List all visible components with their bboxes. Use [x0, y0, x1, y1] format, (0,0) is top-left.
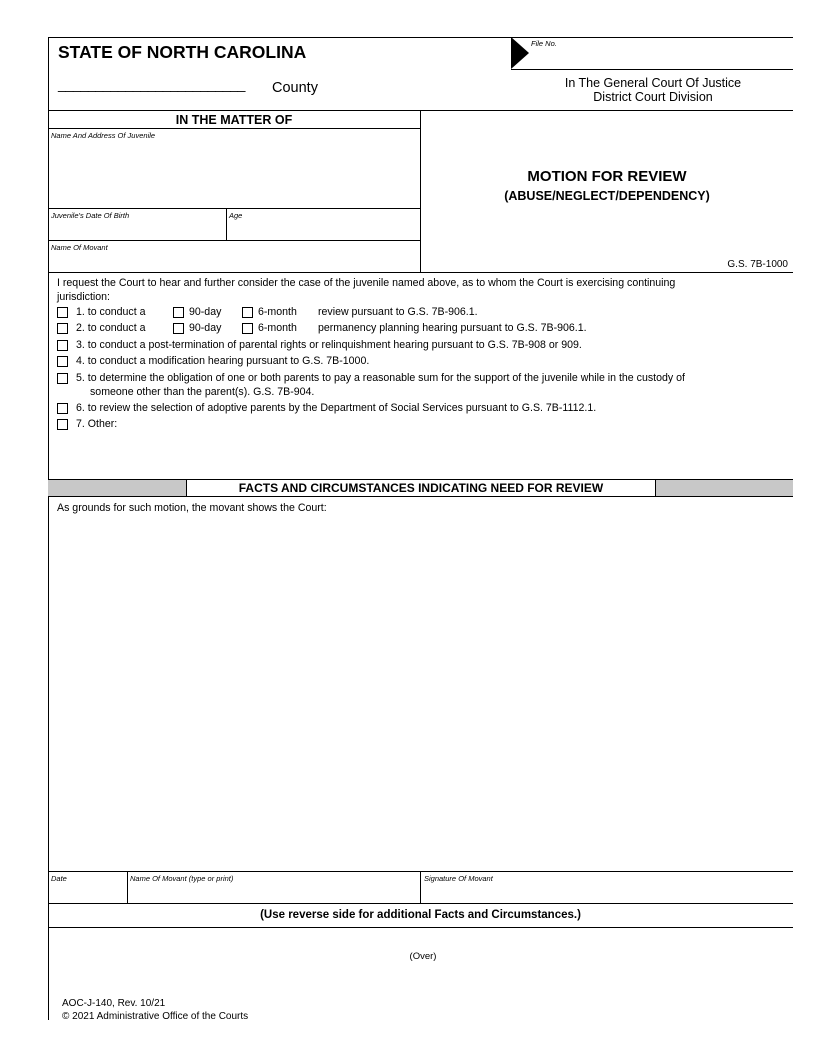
- movant-top-line: [48, 240, 420, 241]
- option-1-suffix: review pursuant to G.S. 7B-906.1.: [318, 306, 478, 318]
- form-subtitle: (ABUSE/NEGLECT/DEPENDENCY): [504, 189, 710, 203]
- court-line-1: In The General Court Of Justice: [564, 76, 742, 90]
- request-intro-line2: jurisdiction:: [57, 291, 110, 303]
- file-no-field[interactable]: [531, 48, 793, 68]
- state-title: STATE OF NORTH CAROLINA: [58, 42, 307, 62]
- dob-label: Juvenile's Date Of Birth: [51, 211, 130, 220]
- court-line-2: District Court Division: [593, 90, 713, 104]
- movant-field[interactable]: [50, 252, 418, 270]
- name-address-field[interactable]: [50, 141, 418, 207]
- option-1-90day-checkbox[interactable]: [173, 307, 184, 318]
- form-title: MOTION FOR REVIEW: [527, 168, 687, 185]
- name-address-label: Name And Address Of Juvenile: [51, 131, 156, 140]
- option-7-text: 7. Other:: [76, 418, 118, 430]
- county-blank[interactable]: _________________________: [58, 76, 246, 92]
- over-text: (Over): [409, 951, 437, 962]
- name-divider: [420, 871, 421, 903]
- option-2-6month-checkbox[interactable]: [242, 323, 253, 334]
- request-top-line: [48, 272, 793, 273]
- dob-top-line: [48, 208, 420, 209]
- option-5-checkbox[interactable]: [57, 373, 68, 384]
- request-intro-line1: I request the Court to hear and further consider the case of the juvenile named above, as to whom the Court is exercising continuing: [57, 277, 676, 289]
- signature-bottom-line: [48, 903, 793, 904]
- signature-label: Signature Of Movant: [424, 874, 493, 883]
- dob-age-divider: [226, 208, 227, 240]
- signature-field[interactable]: [424, 883, 790, 901]
- form-number: AOC-J-140, Rev. 10/21: [62, 998, 166, 1009]
- option-4-checkbox[interactable]: [57, 356, 68, 367]
- dob-field[interactable]: [50, 220, 224, 239]
- option-1-6month-checkbox[interactable]: [242, 307, 253, 318]
- date-label: Date: [51, 874, 67, 883]
- date-divider: [127, 871, 128, 903]
- file-no-label: File No.: [531, 39, 557, 48]
- option-6-checkbox[interactable]: [57, 403, 68, 414]
- file-no-underline: [511, 69, 793, 70]
- facts-intro: As grounds for such motion, the movant shows the Court:: [57, 502, 327, 514]
- statute-reference: G.S. 7B-1000: [727, 259, 788, 270]
- option-4-text: 4. to conduct a modification hearing pursuant to G.S. 7B-1000.: [76, 355, 370, 367]
- option-3-checkbox[interactable]: [57, 340, 68, 351]
- county-label: County: [272, 80, 318, 96]
- facts-header: FACTS AND CIRCUMSTANCES INDICATING NEED FOR REVIEW: [186, 479, 656, 497]
- top-border: [48, 37, 793, 38]
- option-2-checkbox[interactable]: [57, 323, 68, 334]
- age-field[interactable]: [229, 220, 418, 239]
- left-border: [48, 37, 49, 1020]
- age-label: Age: [229, 211, 243, 220]
- other-field[interactable]: [125, 416, 790, 476]
- file-no-arrow-icon: [511, 37, 531, 70]
- option-7-checkbox[interactable]: [57, 419, 68, 430]
- movant-label: Name Of Movant: [51, 243, 108, 252]
- option-2-90day-checkbox[interactable]: [173, 323, 184, 334]
- option-1-6month-label: 6-month: [258, 306, 297, 318]
- reverse-note: (Use reverse side for additional Facts and Circumstances.): [260, 909, 581, 921]
- date-field[interactable]: [50, 883, 125, 901]
- copyright: © 2021 Administrative Office of the Courts: [62, 1011, 249, 1022]
- option-2-prefix: 2. to conduct a: [76, 322, 146, 334]
- movant-name-field[interactable]: [130, 883, 418, 901]
- movant-name-label: Name Of Movant (type or print): [130, 874, 234, 883]
- matter-title: IN THE MATTER OF: [175, 113, 293, 127]
- option-5-text: 5. to determine the obligation of one or both parents to pay a reasonable sum for the support of the juvenile while in the custody of: [76, 372, 685, 384]
- option-2-6month-label: 6-month: [258, 322, 297, 334]
- option-6-text: 6. to review the selection of adoptive parents by the Department of Social Services pursuant to G.S. 7B-1112.1.: [76, 402, 597, 414]
- option-2-suffix: permanency planning hearing pursuant to G.S. 7B-906.1.: [318, 322, 587, 334]
- reverse-note-line: [48, 927, 793, 928]
- option-1-90day-label: 90-day: [189, 306, 222, 318]
- option-3-text: 3. to conduct a post-termination of parental rights or relinquishment hearing pursuant to G.S. 7B-908 or 909.: [76, 339, 582, 351]
- option-5-text-line2: someone other than the parent(s). G.S. 7B-904.: [90, 386, 315, 398]
- option-1-prefix: 1. to conduct a: [76, 306, 146, 318]
- option-1-checkbox[interactable]: [57, 307, 68, 318]
- option-2-90day-label: 90-day: [189, 322, 222, 334]
- matter-title-line: [48, 128, 420, 129]
- facts-field[interactable]: [52, 518, 790, 868]
